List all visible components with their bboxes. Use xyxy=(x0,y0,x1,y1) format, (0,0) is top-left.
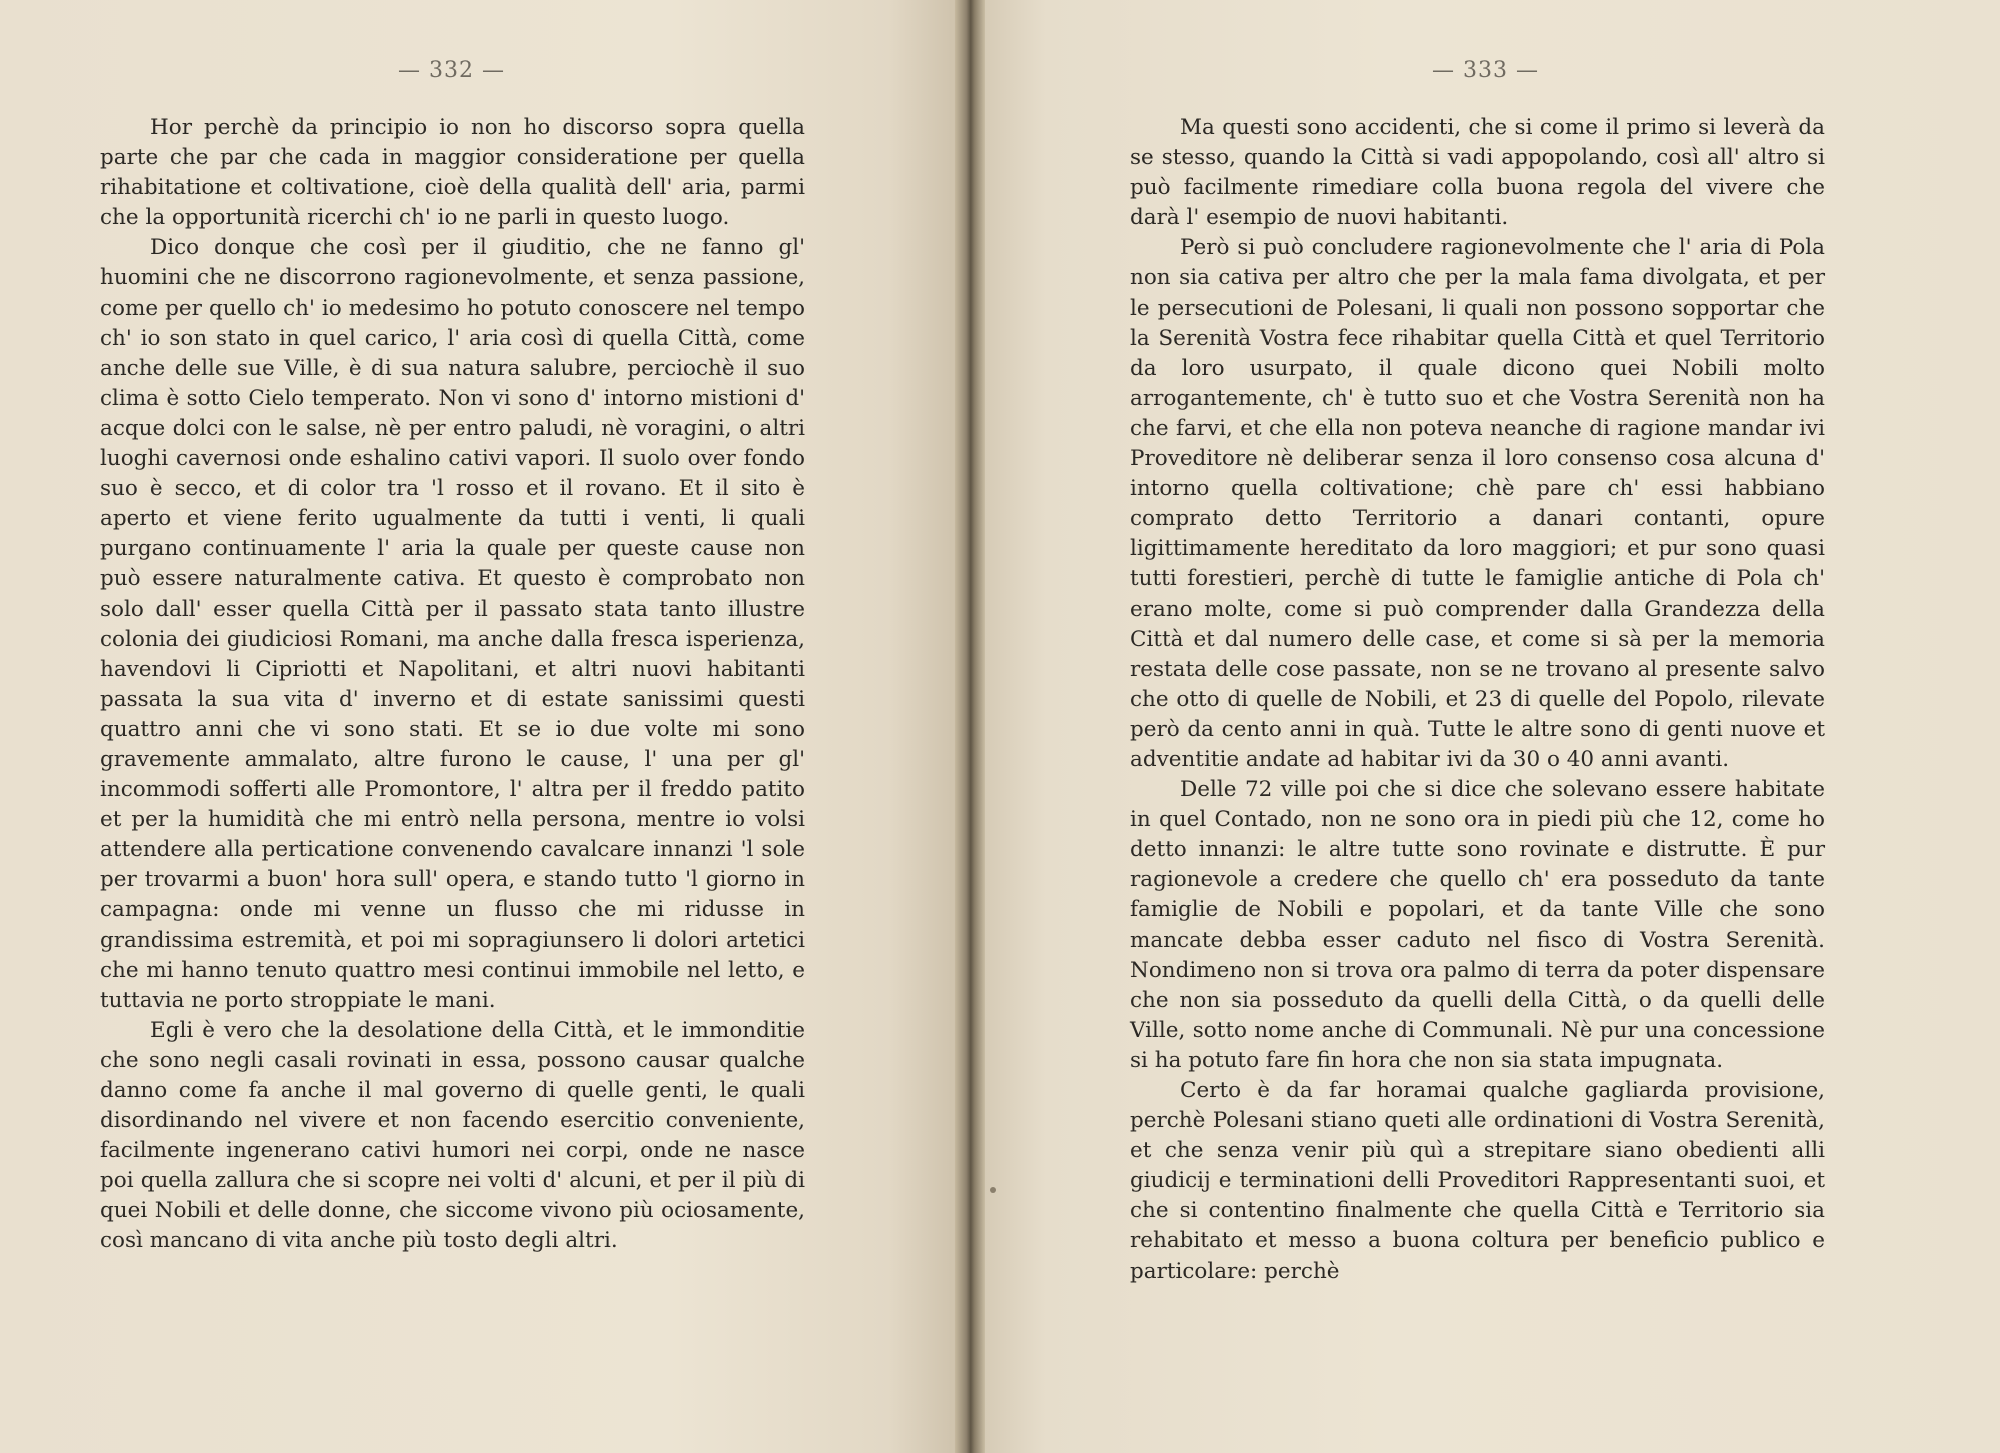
ink-spot xyxy=(990,1187,996,1193)
page-number-left: — 332 — xyxy=(398,58,505,83)
right-page xyxy=(985,0,2000,1453)
paragraph: Delle 72 ville poi che si dice che solevano essere habitate in quel Contado, non ne sono ora in piedi più che 12, come ho detto innanzi: le altre tutte sono rovinate e distrutte. È pur ragionevole a credere che quello ch' era posseduto da tante famiglie de Nobili e popolari, et da tante Ville che sono mancate debba esser caduto nel fisco di Vostra Serenità. Nondimeno non si trova ora palmo di terra da poter dispensare che non sia posseduto da quelli della Città, o da quelli delle Ville, sotto nome anche di Communali. Nè pur una concessione si ha potuto fare fin hora che non sia stata impugnata. xyxy=(1130,777,1825,1073)
paragraph: Egli è vero che la desolatione della Città, et le immonditie che sono negli casali rovinati in essa, possono causar qualche danno come fa anche il mal governo di quelle genti, le quali disordinando nel vivere et non facendo esercitio conveniente, facilmente ingenerano cativi humori nei corpi, onde ne nasce poi quella zallura che si scopre nei volti d' alcuni, et per il più di quei Nobili et delle donne, che siccome vivono più ociosamente, così mancano di vita anche più tosto degli altri. xyxy=(100,1017,805,1254)
book-gutter xyxy=(955,0,985,1453)
paragraph: Però si può concludere ragionevolmente che l' aria di Pola non sia cativa per altro che per la mala fama divolgata, et per le persecutioni de Polesani, li quali non possono sopportar che la Serenità Vostra fece rihabitar quella Città et quel Territorio da loro usurpato, il quale dicono quei Nobili molto arrogantemente, ch' è tutto suo et che Vostra Serenità non ha che farvi, et che ella non poteva neanche di ragione mandar ivi Proveditore nè deliberar senza il loro consenso cosa alcuna d' intorno quella coltivatione; chè pare ch' essi habbiano comprato detto Territorio a danari contanti, opure ligittimamente hereditato da loro maggiori; et pur sono quasi tutti forestieri, perchè di tutte le famiglie antiche di Pola ch' erano molte, come si può comprender dalla Grandezza della Città et dal numero delle case, et come si sà per la memoria restata delle cose passate, non se ne trovano al presente salvo che otto di quelle de Nobili, et 23 di quelle del Popolo, rilevate però da cento anni in quà. Tutte le altre sono di genti nuove et adventitie andate ad habitar ivi da 30 o 40 anni avanti. xyxy=(1130,235,1825,772)
left-page-text xyxy=(100,113,805,1257)
right-page-text xyxy=(1130,113,1825,1287)
paragraph: Dico donque che così per il giuditio, che ne fanno gl' huomini che ne discorrono ragionevolmente, et senza passione, come per quello ch' io medesimo ho potuto conoscere nel tempo ch' io son stato in quel carico, l' aria così di quella Città, come anche delle sue Ville, è di sua natura salubre, perciochè il suo clima è sotto Cielo temperato. Non vi sono d' intorno mistioni d' acque dolci con le salse, nè per entro paludi, nè voragini, o altri luoghi cavernosi onde eshalino cativi vapori. Il suolo over fondo suo è secco, et di color tra 'l rosso et il rovano. Et il sito è aperto et viene ferito ugualmente da tutti i venti, li quali purgano continuamente l' aria la quale per queste cause non può essere naturalmente cativa. Et questo è comprobato non solo dall' esser quella Città per il passato stata tanto illustre colonia dei giudiciosi Romani, ma anche dalla fresca isperienza, havendovi li Cipriotti et Napolitani, et altri nuovi habitanti passata la sua vita d' inverno et di estate sanissimi questi quattro anni che vi sono stati. Et se io due volte mi sono gravemente ammalato, altre furono le cause, l' una per gl' incommodi sofferti alle Promontore, l' altra per il freddo patito et per la humidità che mi entrò nella persona, mentre io volsi attendere alla perticatione convenendo cavalcare innanzi 'l sole per trovarmi a buon' hora sull' opera, e stando tutto 'l giorno in campagna: onde mi venne un flusso che mi ridusse in grandissima estremità, et poi mi sopragiunsero li dolori artetici che mi hanno tenuto quattro mesi continui immobile nel letto, e tuttavia ne porto stroppiate le mani. xyxy=(100,235,805,1013)
paragraph: Hor perchè da principio io non ho discorso sopra quella parte che par che cada in maggior consideratione per quella rihabitatione et coltivatione, cioè della qualità dell' aria, parmi che la opportunità ricerchi ch' io ne parli in questo luogo. xyxy=(100,115,805,231)
page-number-right: — 333 — xyxy=(1432,58,1539,83)
left-page xyxy=(0,0,955,1453)
paragraph: Certo è da far horamai qualche gagliarda provisione, perchè Polesani stiano queti alle ordinationi di Vostra Serenità, et che senza venir più quì a strepitare siano obedienti alli giudicij e terminationi delli Proveditori Rappresentanti suoi, et che si contentino finalmente che quella Città e Territorio sia rehabitato et messo a buona coltura per beneficio publico e particolare: perchè xyxy=(1130,1078,1825,1284)
paragraph: Ma questi sono accidenti, che si come il primo si leverà da se stesso, quando la Città si vadi appopolando, così all' altro si può facilmente rimediare colla buona regola del vivere che darà l' esempio de nuovi habitanti. xyxy=(1130,115,1825,231)
